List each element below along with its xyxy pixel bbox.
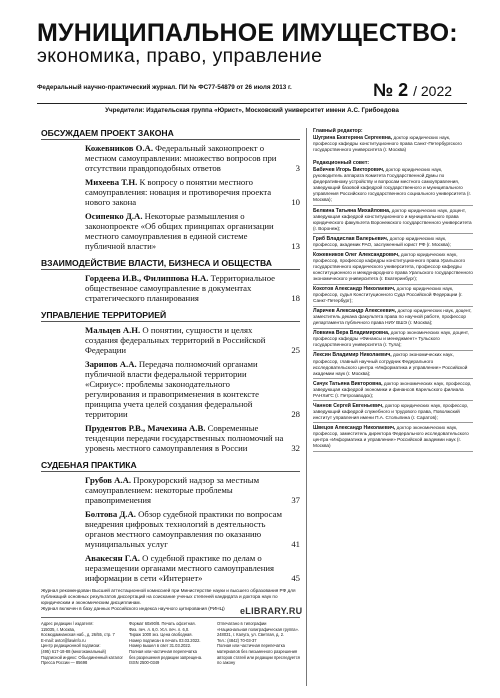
toc-entry[interactable]	[85, 475, 300, 505]
imprint-line: без разрешения редакции запрещена.	[129, 654, 203, 660]
toc-page: 25	[291, 345, 300, 355]
board-member-name: Ловкина Вера Владимировна,	[313, 330, 390, 337]
imprint-line: Физ. печ. л. 6,0. Усл. печ. л. 6,0.	[129, 626, 190, 632]
toc-section-heading: ВЗАИМОДЕЙСТВИЕ ВЛАСТИ, БИЗНЕСА И ОБЩЕСТВА	[41, 258, 300, 270]
toc-author: Гордеева И.В., Филиппова Н.А.	[85, 273, 209, 283]
toc-author: Михеева Т.Н.	[85, 177, 138, 187]
imprint-line: Адрес редакции / издателя:	[41, 621, 94, 626]
imprint-line: Центр редакционной подписки:	[41, 643, 101, 649]
toc-title: Территориальное общественное самоуправление в документах стратегического планирования	[85, 273, 275, 303]
toc-title: Современные тенденции передачи государственных полномочий на уровень местного самоуправления в России	[85, 423, 284, 453]
toc-entry[interactable]	[85, 177, 300, 207]
toc-author: Грубов А.А.	[85, 475, 132, 485]
imprint-line: Отпечатано в типографии	[216, 621, 267, 626]
toc-author: Прудентов Р.В., Мачехина А.В.	[85, 423, 206, 433]
imprint-line: Полная или частичная перепечатка	[216, 643, 285, 649]
board-member-desc: доктор юридических наук, профессор, судья Конституционного Суда Российской Федерации (г. Санкт-Петербург);	[313, 286, 463, 304]
toc-entry[interactable]	[85, 273, 300, 303]
chief-editor	[313, 135, 473, 153]
imprint-line: авторов статей или редакции преследуется	[216, 654, 300, 660]
toc-page: 18	[291, 293, 300, 303]
board-member	[313, 352, 473, 379]
board-member-name: Сачук Татьяна Викторовна,	[313, 380, 383, 387]
journal-title: МУНИЦИПАЛЬНОЕ ИМУЩЕСТВО:	[37, 19, 458, 47]
board-member	[313, 381, 473, 402]
toc-title: О судебной практике по делам о неразмещении органами местного самоуправления информации в сети «Интернет»	[85, 553, 275, 583]
toc-section-heading: УПРАВЛЕНИЕ ТЕРРИТОРИЕЙ	[41, 310, 300, 322]
rinc-note: Журнал включен в базу данных Российского индекса научного цитирования (РИНЦ)	[41, 606, 225, 611]
toc-entry[interactable]	[85, 325, 300, 355]
imprint-line: Номер подписан в печать 03.03.2022.	[129, 637, 201, 643]
registration-info: Федеральный научно-практический журнал. ПИ № ФС77-54879 от 26 июля 2013 г.	[37, 84, 292, 91]
board-member-desc: доктор экономических наук, профессор, заместитель директора Федерального исследовательского центра «Информатика и управление» Российской академии наук (г. Москва)	[313, 424, 469, 449]
journal-subtitle: экономика, право, управление	[37, 45, 323, 67]
imprint-line: E-mail: avtor@lawinfo.ru	[41, 637, 86, 643]
toc-page: 10	[291, 197, 300, 207]
board-member-desc: доктор юридических наук, доцент, заведующая кафедрой конституционного и муниципального права юридического факультета Воронежского государственного университета (г. Воронеж);	[313, 207, 472, 231]
imprint-col-address	[41, 621, 123, 666]
board-member-name: Ларичев Александр Алексеевич,	[313, 308, 397, 315]
board-member-name: Кокотов Александр Николаевич,	[313, 286, 396, 293]
council-label: Редакционный совет:	[313, 160, 370, 167]
imprint-line: Номер вышел в свет 31.03.2022.	[129, 643, 192, 649]
toc-title: О понятии, сущности и целях создания федеральных территорий в Российской Федерации	[85, 325, 266, 355]
imprint-line: Формат 60х90/8. Печать офсетная.	[129, 621, 196, 626]
toc-author: Осипенко Д.А.	[85, 211, 143, 221]
imprint-line: по закону	[216, 660, 236, 666]
toc-title: Некоторые размышления о законопроекте «Об общих принципах организации местного самоуправления в единой системе публичной власти»	[85, 211, 274, 251]
imprint-line: Подписной индекс: Объединенный каталог	[41, 654, 124, 660]
board-member-name: Швецов Александр Николаевич,	[313, 424, 396, 431]
founders-line: Учредители: Издательская группа «Юрист», Московский университет имени А.С. Грибоедова	[37, 103, 467, 114]
chief-editor-label: Главный редактор:	[313, 128, 363, 134]
board-member	[313, 252, 473, 285]
toc-title: Федеральный законопроект о местном самоуправлении: множество вопросов при отсутствии правдоподобных ответов	[85, 143, 277, 173]
imprint-line: Полная или частичная перепечатка	[129, 648, 197, 654]
toc-page: 41	[291, 539, 300, 549]
toc-author: Мальцев А.Н.	[85, 325, 141, 335]
toc-section-heading: ОБСУЖДАЕМ ПРОЕКТ ЗАКОНА	[41, 128, 300, 140]
issue-no: № 2	[373, 80, 409, 100]
board-member-name: Бабичев Игорь Викторович,	[313, 167, 385, 174]
imprint-col-print	[129, 621, 211, 666]
board-member	[313, 308, 473, 329]
table-of-contents	[41, 128, 300, 590]
board-member-desc: доктор юридических наук, профессор, заведующий кафедрой служебного и трудового права, Поволжский институт управления имени П.А. Столыпина (г. Саратов);	[313, 402, 469, 420]
board-member-desc: доктор экономических наук, профессор, заведующая кафедрой экономики и финансов Карельского филиала РАНХиГС (г. Петрозаводск);	[313, 380, 472, 398]
imprint-line: (495) 617-18-88 (многоканальный)	[41, 648, 106, 654]
editorial-board	[313, 128, 473, 453]
toc-author: Авакесян Г.А.	[85, 553, 140, 563]
imprint-line: ISSN 2500-0349	[129, 660, 160, 666]
toc-entry[interactable]	[85, 211, 300, 251]
board-member-name: Белкина Татьяна Михайловна,	[313, 207, 391, 214]
toc-title: Обзор судебной практики по вопросам внедрения цифровых технологий в деятельность органов местного самоуправления по оказанию муниципальных услуг	[85, 509, 282, 549]
toc-author: Зарипов А.А.	[85, 359, 137, 369]
chief-editor-name: Шугрина Екатерина Сергеевна,	[313, 135, 393, 142]
board-member	[313, 208, 473, 235]
imprint-line: Тел.: (4842) 70-03-37	[216, 637, 257, 643]
imprint-col-typography	[217, 621, 300, 666]
column-divider	[306, 128, 307, 686]
chief-editor-desc: доктор юридических наук, профессор кафедры конституционного права Санкт-Петербургского государственного университета (г. Москва)	[313, 135, 462, 153]
masthead	[37, 19, 467, 114]
imprint-line: «Национальная полиграфическая группа».	[216, 626, 299, 632]
toc-author: Болтова Д.А.	[85, 509, 136, 519]
vak-note: Журнал рекомендован Высшей аттестационной комиссией при Министерстве науки и высшего образования РФ для публикаций основных результатов диссертаций на соискание ученых степеней кандидата и доктора наук по юридическим и экономическим дисциплинам.	[41, 588, 296, 605]
board-member-name: Кожевников Олег Александрович,	[313, 251, 400, 258]
board-member-desc: доктор юридических наук, профессор, академик РАО, заслуженный юрист РФ (г. Москва);	[313, 235, 451, 247]
council-members	[313, 167, 473, 451]
toc-title: Передача полномочий органами публичной власти федеральной территории «Сириус»: проблемы законодательного регулирования и правоприменения в контексте принципа учета целей создания федеральной территории	[85, 359, 259, 419]
toc-title: К вопросу о понятии местного самоуправления: новация и противоречия проекта нового закона	[85, 177, 272, 207]
elibrary-logo: eLIBRARY.RU	[240, 606, 303, 616]
issue-year: / 2022	[413, 83, 453, 99]
imprint-line: Космодамианская наб., д. 26/55, стр. 7	[41, 632, 115, 638]
toc-page: 45	[291, 573, 300, 583]
board-member-desc: доктор экономических наук, профессор, главный научный сотрудник Федерального исследовательского центра «Информатика и управление» Российской академии наук (г. Москва);	[313, 352, 468, 376]
toc-entry[interactable]	[85, 143, 300, 173]
toc-page: 13	[291, 241, 300, 251]
board-member	[313, 330, 473, 351]
toc-entry[interactable]	[85, 553, 300, 583]
board-member-desc: доктор юридических наук, руководитель аппарата Комитета Государственной Думы по федеративному устройству и вопросам местного самоуправления, заведующий базовой кафедрой государственного и муниципального управления Российского государственного социального университета (г. Москва);	[313, 167, 471, 203]
toc-page: 37	[291, 495, 300, 505]
toc-page: 32	[291, 443, 300, 453]
board-member	[313, 425, 473, 452]
issue-number	[373, 80, 452, 101]
imprint-line: Тираж 1000 экз. Цена свободная.	[129, 632, 193, 638]
imprint-line: материалов без письменного разрешения	[216, 648, 298, 654]
imprint-line: 115035, г. Москва,	[41, 626, 76, 632]
toc-page: 28	[291, 409, 300, 419]
toc-entry[interactable]	[85, 359, 300, 419]
imprint-line: 248031, г. Калуга, ул. Светлая, д. 2.	[216, 632, 285, 638]
board-member	[313, 167, 473, 206]
imprint-line: Пресса России — 85698	[41, 660, 88, 666]
board-member-name: Чаннов Сергей Евгеньевич,	[313, 402, 384, 409]
toc-page: 3	[295, 163, 300, 173]
board-member-desc: доктор юридических наук, профессор, профессор кафедры конституционного права Уральского государственного юридического университета, профессор кафедры конституционного и международного права Уральского государственного экономического университета (г. Екатеринбург);	[313, 251, 473, 281]
board-member-desc: доктор экономических наук, доцент, профессор кафедры «Финансы и менеджмент» Тульского государственного университета (г. Тула);	[313, 330, 469, 348]
board-member-desc: доктор юридических наук, доцент, заместитель декана факультета права по научной работе, профессор департамента публичного права НИУ ВШЭ (г. Москва);	[313, 308, 472, 326]
toc-title: Прокурорский надзор за местным самоуправлением: некоторые проблемы правоприменения	[85, 475, 260, 505]
toc-author: Кожевников О.А.	[85, 143, 153, 153]
toc-entry[interactable]	[85, 423, 300, 453]
imprint	[41, 617, 300, 666]
board-member	[313, 236, 473, 251]
board-member-name: Гриб Владислав Валерьевич,	[313, 235, 389, 242]
board-member	[313, 286, 473, 307]
toc-section-heading: СУДЕБНАЯ ПРАКТИКА	[41, 460, 300, 472]
board-member	[313, 403, 473, 424]
board-member-name: Лексин Владимир Николаевич,	[313, 352, 392, 359]
toc-entry[interactable]	[85, 509, 300, 549]
